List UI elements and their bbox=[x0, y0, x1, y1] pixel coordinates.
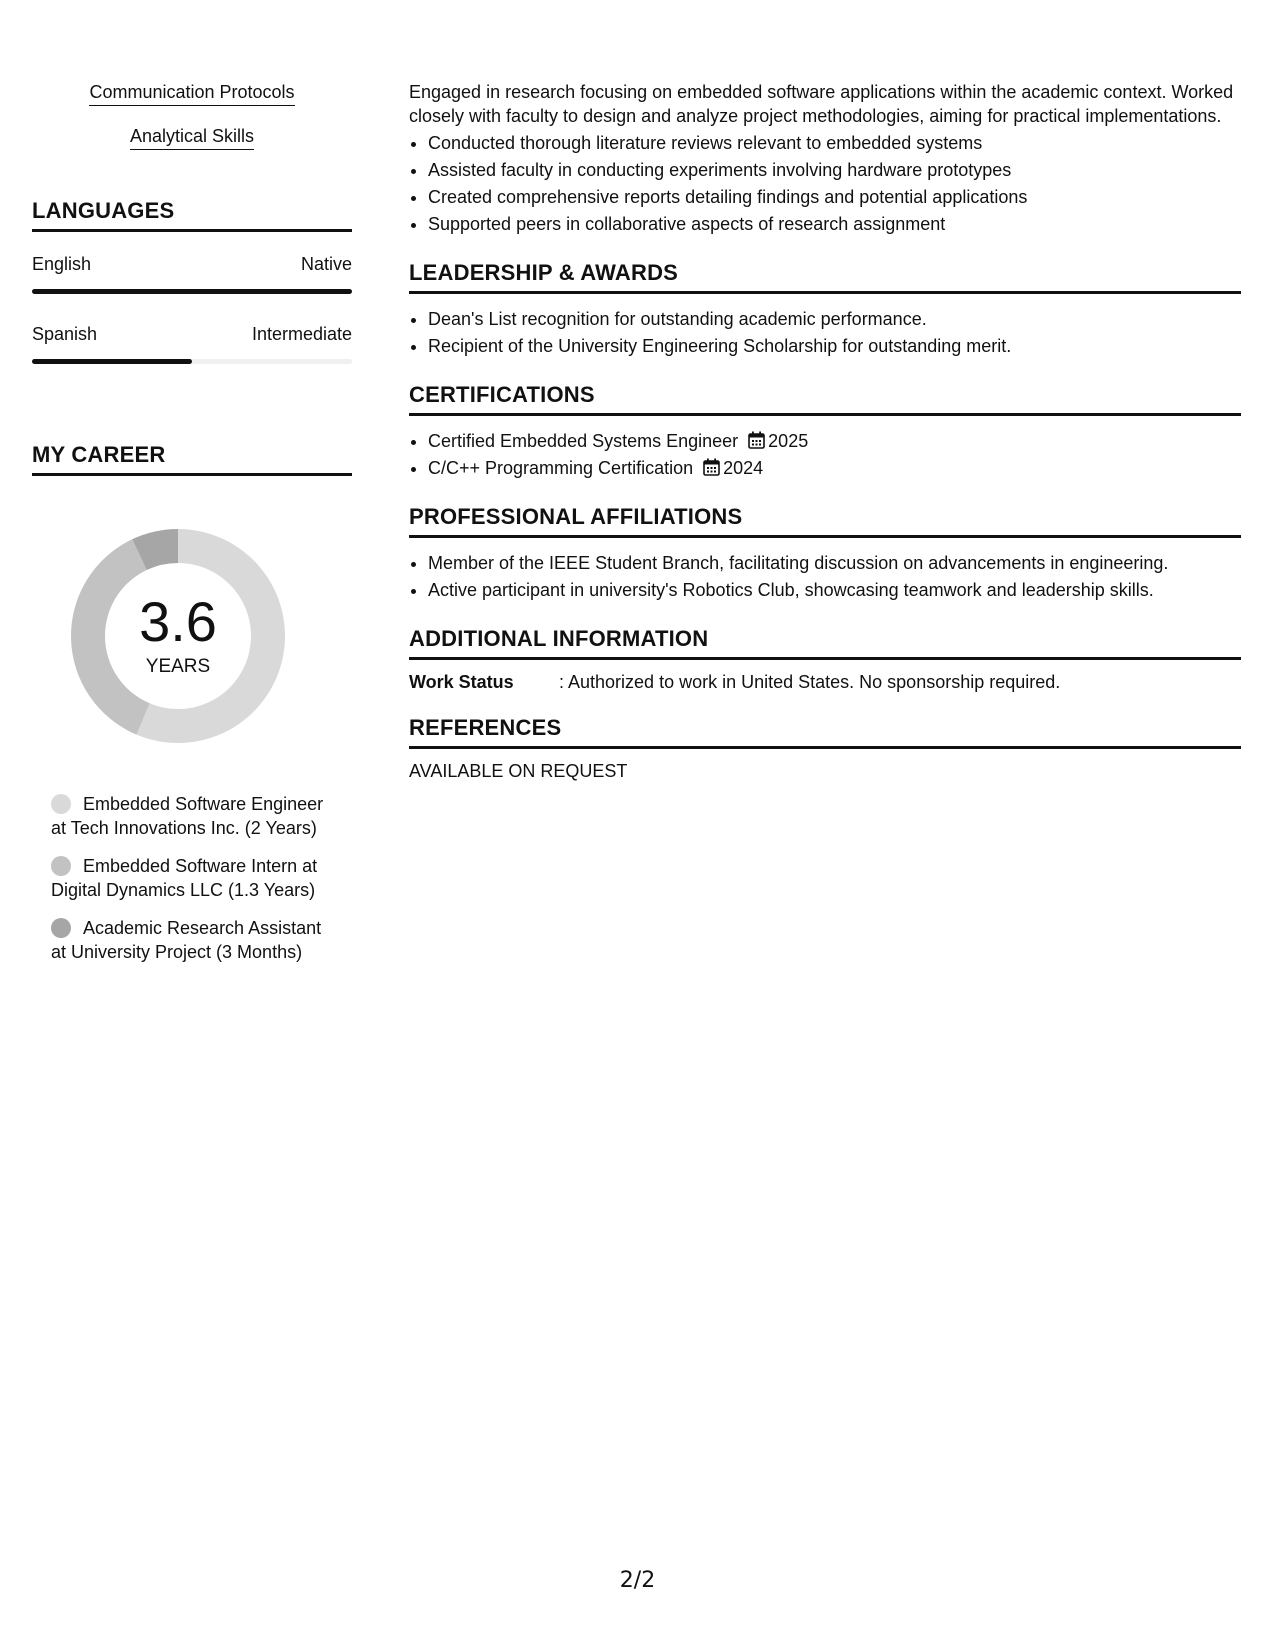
references-text: AVAILABLE ON REQUEST bbox=[409, 761, 628, 781]
language-level: Native bbox=[300, 254, 352, 274]
left-column bbox=[32, 82, 352, 978]
certification-year: 2025 bbox=[768, 431, 809, 451]
language-row bbox=[32, 254, 352, 275]
legend-dot-icon bbox=[51, 856, 71, 876]
certification-item: • Certified Embedded Systems Engineer 2025 bbox=[428, 428, 1241, 455]
list-item: • Active participant in university's Robotics Club, showcasing teamwork and leadership skills. bbox=[428, 577, 1241, 604]
section-title: PROFESSIONAL AFFILIATIONS bbox=[409, 504, 743, 529]
list-item: • Dean's List recognition for outstanding academic performance. bbox=[428, 306, 1241, 333]
section-title: LANGUAGES bbox=[32, 198, 175, 223]
right-column bbox=[409, 80, 1241, 782]
list-item: • Created comprehensive reports detailing findings and potential applications bbox=[428, 184, 1241, 211]
section-title: CERTIFICATIONS bbox=[409, 382, 595, 407]
language-bar-fill bbox=[32, 359, 192, 364]
list-item: • Member of the IEEE Student Branch, facilitating discussion on advancements in engineering. bbox=[428, 550, 1241, 577]
list-item: • Assisted faculty in conducting experiments involving hardware prototypes bbox=[428, 157, 1241, 184]
legend-dot-icon bbox=[51, 794, 71, 814]
section-divider bbox=[409, 535, 1241, 538]
section-divider bbox=[409, 746, 1241, 749]
research-bullets bbox=[409, 130, 1241, 238]
language-name: Spanish bbox=[32, 324, 98, 344]
career-section bbox=[32, 442, 352, 964]
research-description: Engaged in research focusing on embedded software applications within the academic context. Worked closely with faculty to design and analyze project methodologies, aiming for practical implementations. bbox=[409, 82, 1234, 126]
career-legend-item: Embedded Software Engineer at Tech Innovations Inc. (2 Years) bbox=[51, 794, 324, 838]
career-legend-item: Embedded Software Intern at Digital Dynamics LLC (1.3 Years) bbox=[51, 856, 318, 900]
list-item: • Conducted thorough literature reviews relevant to embedded systems bbox=[428, 130, 1241, 157]
section-divider bbox=[32, 473, 352, 476]
language-bar bbox=[32, 359, 352, 364]
legend-dot-icon bbox=[51, 918, 71, 938]
skill-item: Analytical Skills bbox=[32, 126, 352, 150]
section-divider bbox=[409, 291, 1241, 294]
language-row bbox=[32, 324, 352, 345]
research-section bbox=[409, 80, 1241, 238]
section-title: LEADERSHIP & AWARDS bbox=[409, 260, 679, 285]
language-level: Intermediate bbox=[251, 324, 352, 344]
section-divider bbox=[409, 413, 1241, 416]
work-status-value: : Authorized to work in United States. No sponsorship required. bbox=[559, 672, 1061, 692]
leadership-section bbox=[409, 260, 1241, 360]
languages-section bbox=[32, 198, 352, 364]
calendar-icon bbox=[748, 431, 765, 449]
calendar-icon bbox=[703, 458, 720, 476]
language-bar-fill bbox=[32, 289, 352, 294]
certification-item: • C/C++ Programming Certification 2024 bbox=[428, 455, 1241, 482]
certifications-section bbox=[409, 382, 1241, 482]
page-number: 2/2 bbox=[619, 1568, 656, 1593]
career-legend bbox=[51, 792, 336, 964]
language-name: English bbox=[32, 254, 92, 274]
section-title: ADDITIONAL INFORMATION bbox=[409, 626, 709, 651]
skill-item: Communication Protocols bbox=[32, 82, 352, 106]
section-divider bbox=[32, 229, 352, 232]
additional-info-section bbox=[409, 626, 1241, 693]
references-section bbox=[409, 715, 1241, 782]
work-status-row bbox=[409, 672, 1241, 693]
career-total-unit: YEARS bbox=[145, 656, 211, 677]
section-title: REFERENCES bbox=[409, 715, 562, 740]
language-bar bbox=[32, 289, 352, 294]
career-total-value: 3.6 bbox=[139, 590, 217, 653]
work-status-label: Work Status bbox=[409, 672, 514, 692]
list-item: • Recipient of the University Engineering Scholarship for outstanding merit. bbox=[428, 333, 1241, 360]
list-item: • Supported peers in collaborative aspects of research assignment bbox=[428, 211, 1241, 238]
career-legend-item: Academic Research Assistant at University Project (3 Months) bbox=[51, 918, 322, 962]
career-donut-chart bbox=[58, 516, 298, 756]
section-title: MY CAREER bbox=[32, 442, 166, 467]
affiliations-section bbox=[409, 504, 1241, 604]
section-divider bbox=[409, 657, 1241, 660]
certification-year: 2024 bbox=[723, 458, 764, 478]
